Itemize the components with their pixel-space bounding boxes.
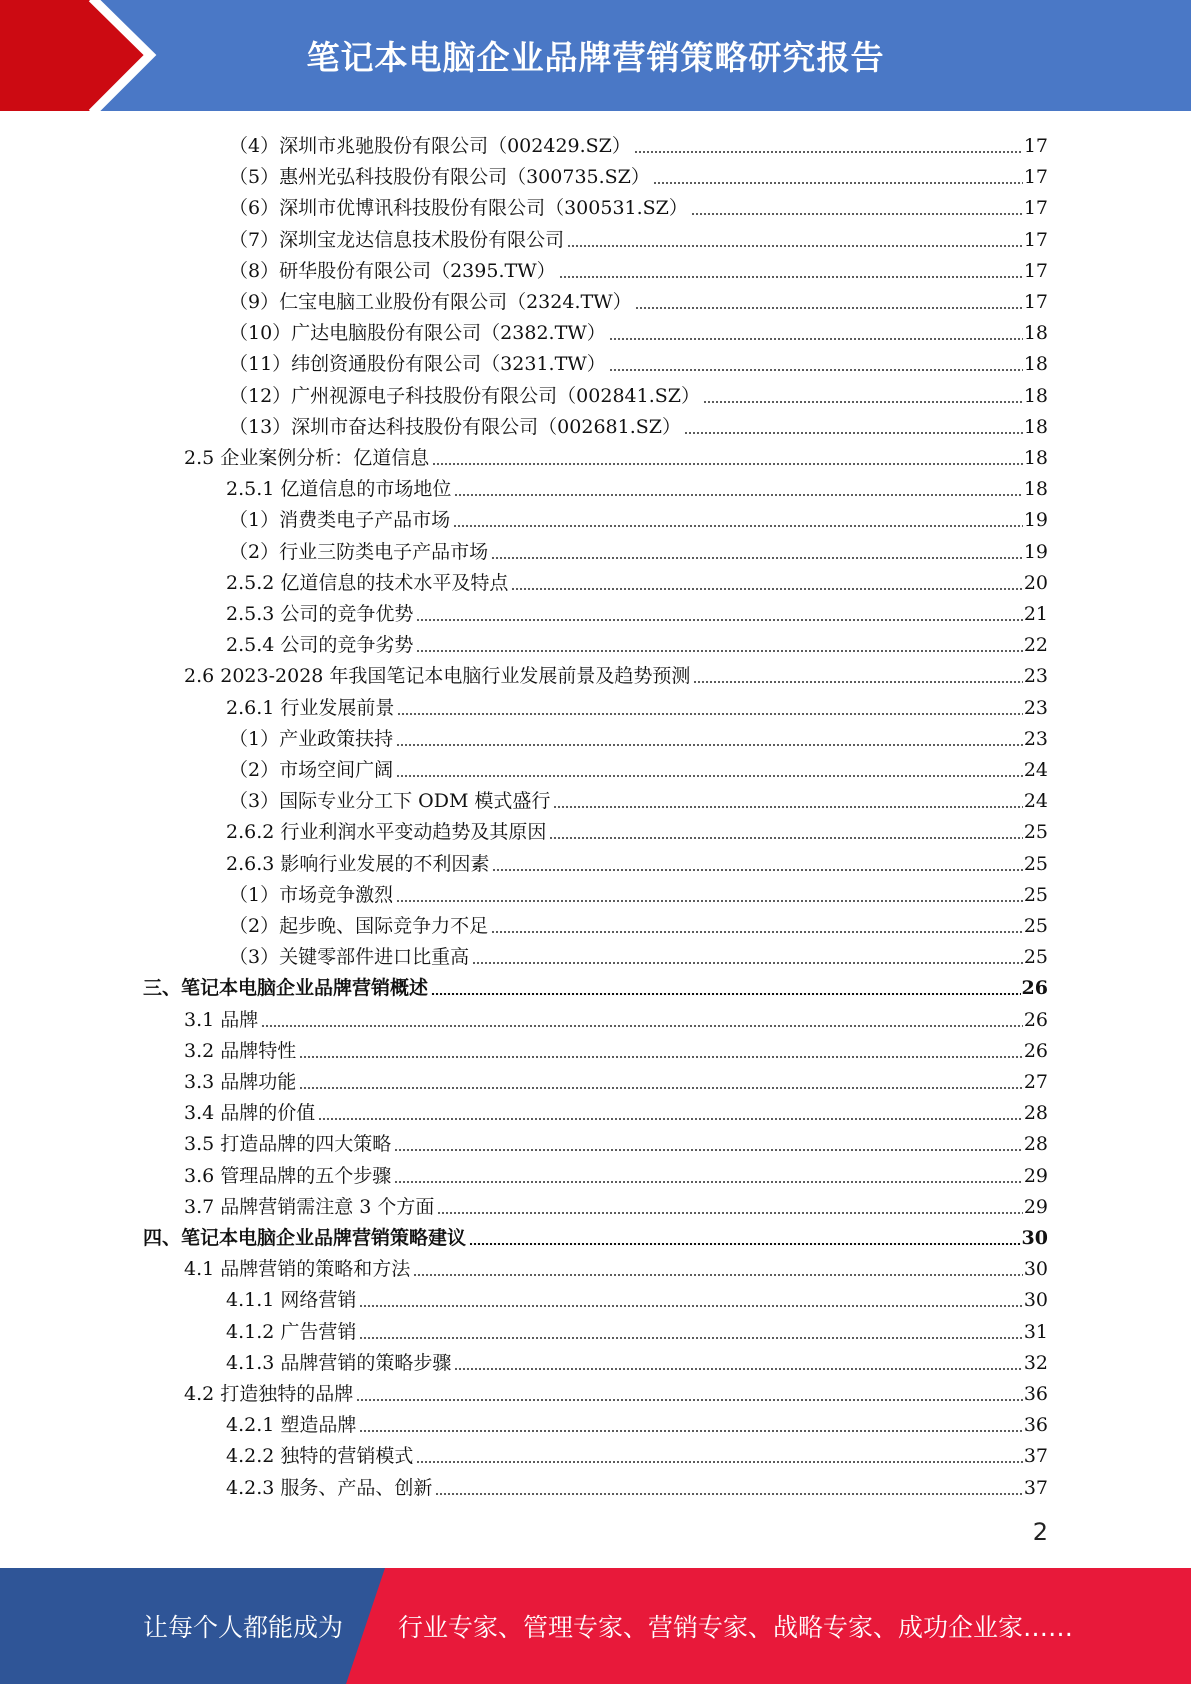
toc-entry-title: 4.2 打造独特的品牌 [184,1383,354,1405]
toc-dot-leader [491,557,1023,559]
toc-entry[interactable] [229,157,1048,188]
toc-entry[interactable] [229,126,1048,157]
toc-entry-page: 17 [1023,166,1048,189]
toc-entry[interactable] [226,1436,1048,1467]
toc-entry-title: 2.5.1 亿道信息的市场地位 [226,478,452,501]
toc-entry-page: 28 [1023,1133,1048,1156]
toc-entry-page: 18 [1023,415,1048,438]
toc-entry[interactable] [229,937,1048,968]
toc-entry-page: 25 [1023,915,1048,937]
toc-entry-page: 25 [1023,946,1048,969]
toc-entry[interactable] [184,1000,1048,1031]
toc-entry[interactable] [229,313,1048,344]
toc-entry[interactable] [229,781,1048,812]
toc-dot-leader [703,401,1023,403]
toc-dot-leader [453,525,1023,527]
toc-entry[interactable] [184,1249,1048,1280]
toc-dot-leader [359,1337,1022,1339]
toc-entry-title: （13）深圳市奋达科技股份有限公司（002681.SZ） [229,415,681,438]
toc-entry-title: （6）深圳市优博讯科技股份有限公司（300531.SZ） [229,197,688,220]
toc-entry[interactable] [226,688,1048,719]
toc-entry-title: 四、笔记本电脑企业品牌营销策略建议 [143,1227,467,1249]
toc-entry-title: （3）国际专业分工下 ODM 模式盛行 [229,790,551,813]
toc-entry-page: 17 [1023,291,1048,313]
toc-dot-leader [396,744,1023,746]
toc-dot-leader [394,1149,1023,1151]
toc-dot-leader [416,1461,1022,1463]
toc-entry-page: 37 [1023,1476,1048,1499]
toc-dot-leader [431,993,1021,995]
toc-entry-page: 36 [1023,1383,1048,1405]
toc-dot-leader [491,931,1023,933]
toc-entry-title: 三、笔记本电脑企业品牌营销概述 [143,977,429,1000]
toc-entry-title: 4.2.3 服务、产品、创新 [226,1476,433,1499]
toc-entry-title: 2.6.3 影响行业发展的不利因素 [226,852,490,875]
toc-entry[interactable] [184,1156,1048,1187]
toc-entry-page: 18 [1023,353,1048,376]
toc-dot-leader [684,432,1023,434]
toc-dot-leader [413,1274,1023,1276]
toc-entry[interactable] [229,376,1048,407]
toc-entry-title: （2）行业三防类电子产品市场 [229,540,489,563]
toc-dot-leader [359,1430,1022,1432]
toc-entry-page: 37 [1023,1445,1048,1468]
toc-dot-leader [454,1368,1022,1370]
toc-entry-page: 17 [1023,135,1048,157]
footer-slogan-right: 行业专家、管理专家、营销专家、战略专家、成功企业家…… [398,1613,1074,1642]
toc-entry-title: （2）市场空间广阔 [229,759,394,781]
toc-entry[interactable] [184,1374,1048,1405]
toc-entry-page: 19 [1023,509,1048,532]
toc-entry-page: 32 [1023,1351,1048,1374]
toc-entry-page: 26 [1021,977,1048,1000]
toc-entry-title: 3.4 品牌的价值 [184,1102,316,1125]
page-number: 2 [1032,1518,1048,1546]
toc-entry-page: 26 [1023,1008,1048,1031]
toc-entry[interactable] [229,750,1048,781]
toc-entry[interactable] [229,344,1048,375]
toc-entry-page: 19 [1023,540,1048,563]
toc-entry[interactable] [226,1405,1048,1436]
toc-dot-leader [396,775,1023,777]
toc-entry-title: （2）起步晚、国际竞争力不足 [229,915,489,937]
toc-entry-page: 23 [1023,665,1048,688]
toc-entry[interactable] [226,1468,1048,1499]
toc-dot-leader [437,1212,1022,1214]
toc-entry-page: 23 [1023,696,1048,719]
toc-entry[interactable] [226,563,1048,594]
footer-banner [0,1568,1191,1684]
toc-entry[interactable] [229,500,1048,531]
toc-entry-title: 3.3 品牌功能 [184,1071,297,1093]
toc-dot-leader [472,962,1023,964]
toc-dot-leader [559,276,1023,278]
toc-entry[interactable] [184,1124,1048,1155]
toc-entry[interactable] [226,812,1048,843]
toc-entry-title: （4）深圳市兆驰股份有限公司（002429.SZ） [229,135,631,157]
toc-entry[interactable] [226,594,1048,625]
toc-entry-title: （1）消费类电子产品市场 [229,509,451,532]
toc-dot-leader [435,1493,1022,1495]
toc-entry[interactable] [229,875,1048,906]
toc-entry[interactable] [184,438,1048,469]
toc-entry-title: 4.2.1 塑造品牌 [226,1414,357,1437]
toc-entry-title: 2.5.4 公司的竞争劣势 [226,634,414,657]
toc-entry-page: 21 [1023,603,1048,625]
report-title: 笔记本电脑企业品牌营销策略研究报告 [306,38,885,77]
header-bar [0,0,1191,111]
toc-dot-leader [359,1305,1022,1307]
toc-entry-page: 27 [1023,1071,1048,1093]
toc-entry-page: 30 [1023,1289,1048,1312]
red-arrow-logo [0,0,160,111]
toc-entry-title: 3.6 管理品牌的五个步骤 [184,1164,392,1187]
toc-entry-page: 31 [1023,1320,1048,1343]
toc-entry-page: 29 [1023,1195,1048,1218]
toc-entry-title: （9）仁宝电脑工业股份有限公司（2324.TW） [229,291,632,313]
toc-entry-page: 30 [1023,1258,1048,1281]
toc-entry[interactable] [229,188,1048,219]
toc-entry-title: 3.5 打造品牌的四大策略 [184,1133,392,1156]
toc-entry-title: 2.6 2023-2028 年我国笔记本电脑行业发展前景及趋势预测 [184,665,691,688]
toc-entry[interactable] [226,1312,1048,1343]
toc-entry[interactable] [229,220,1048,251]
toc-entry-page: 24 [1023,790,1048,813]
toc-entry-page: 23 [1023,727,1048,750]
toc-entry[interactable] [229,251,1048,282]
toc-entry-page: 24 [1023,759,1048,781]
toc-entry-title: 3.1 品牌 [184,1008,259,1031]
toc-dot-leader [394,1181,1023,1183]
toc-dot-leader [635,307,1023,309]
toc-dot-leader [553,806,1022,808]
toc-entry-title: 4.1 品牌营销的策略和方法 [184,1258,411,1281]
toc-dot-leader [318,1118,1023,1120]
toc-entry-title: 4.1.2 广告营销 [226,1320,357,1343]
toc-entry-page: 18 [1023,322,1048,345]
toc-dot-leader [634,151,1023,153]
toc-entry-title: 2.5.3 公司的竞争优势 [226,603,414,625]
toc-entry[interactable] [143,968,1048,999]
toc-entry-title: 4.1.1 网络营销 [226,1289,357,1312]
toc-entry[interactable] [226,469,1048,500]
toc-entry-page: 20 [1023,571,1048,594]
toc-entry-page: 17 [1023,228,1048,251]
toc-entry[interactable] [226,625,1048,656]
toc-entry[interactable] [184,656,1048,687]
toc-entry-page: 18 [1023,478,1048,501]
toc-entry-page: 30 [1021,1227,1048,1249]
footer-slogan-left: 让每个人都能成为 [143,1613,344,1642]
toc-entry[interactable] [229,407,1048,438]
toc-dot-leader [396,900,1023,902]
toc-entry-page: 18 [1023,447,1048,469]
toc-entry[interactable] [229,532,1048,563]
toc-entry[interactable] [229,719,1048,750]
toc-entry-title: （10）广达电脑股份有限公司（2382.TW） [229,322,606,345]
toc-entry-title: 3.2 品牌特性 [184,1039,297,1062]
toc-entry-page: 17 [1023,259,1048,282]
toc-entry[interactable] [143,1218,1048,1249]
toc-entry[interactable] [226,844,1048,875]
toc-entry-page: 17 [1023,197,1048,220]
toc-entry-title: （11）纬创资通股份有限公司（3231.TW） [229,353,606,376]
toc-entry-page: 25 [1023,852,1048,875]
toc-dot-leader [416,619,1022,621]
toc-entry-title: （5）惠州光弘科技股份有限公司（300735.SZ） [229,166,650,189]
toc-entry-title: （1）产业政策扶持 [229,727,394,750]
toc-entry-page: 28 [1023,1102,1048,1125]
toc-entry[interactable] [184,1093,1048,1124]
toc-entry-title: 3.7 品牌营销需注意 3 个方面 [184,1195,435,1218]
toc-entry[interactable] [184,1187,1048,1218]
toc-dot-leader [653,182,1023,184]
toc-entry-page: 18 [1023,384,1048,407]
toc-entry-page: 25 [1023,821,1048,844]
toc-entry-page: 22 [1023,634,1048,657]
toc-dot-leader [567,245,1023,247]
toc-dot-leader [691,213,1023,215]
toc-entry[interactable] [226,1280,1048,1311]
toc-dot-leader [454,494,1022,496]
toc-entry-title: 2.6.1 行业发展前景 [226,696,395,719]
toc-dot-leader [261,1025,1023,1027]
toc-dot-leader [299,1056,1023,1058]
toc-entry-page: 25 [1023,883,1048,906]
toc-entry-page: 36 [1023,1414,1048,1437]
toc-dot-leader [416,650,1022,652]
toc-entry-page: 29 [1023,1164,1048,1187]
toc-entry-page: 26 [1023,1039,1048,1062]
toc-dot-leader [356,1399,1023,1401]
toc-entry-title: 2.5 企业案例分析：亿道信息 [184,447,430,469]
toc-entry[interactable] [184,1062,1048,1093]
toc-entry[interactable] [229,906,1048,937]
toc-entry[interactable] [229,282,1048,313]
toc-entry-title: （3）关键零部件进口比重高 [229,946,470,969]
toc-dot-leader [432,463,1023,465]
toc-dot-leader [549,837,1022,839]
toc-entry-title: （7）深圳宝龙达信息技术股份有限公司 [229,228,565,251]
toc-dot-leader [469,1243,1021,1245]
toc-entry[interactable] [184,1031,1048,1062]
toc-entry-title: 2.6.2 行业利润水平变动趋势及其原因 [226,821,547,844]
toc-entry-title: 4.2.2 独特的营销模式 [226,1445,414,1468]
toc-entry[interactable] [226,1343,1048,1374]
toc-dot-leader [511,588,1022,590]
toc-dot-leader [492,869,1022,871]
toc-entry-title: 2.5.2 亿道信息的技术水平及特点 [226,571,509,594]
toc-entry-title: （12）广州视源电子科技股份有限公司（002841.SZ） [229,384,700,407]
toc-dot-leader [693,681,1022,683]
toc-dot-leader [609,369,1023,371]
toc-dot-leader [609,338,1023,340]
toc-entry-title: （8）研华股份有限公司（2395.TW） [229,259,556,282]
toc-entry-title: （1）市场竞争激烈 [229,883,394,906]
toc-dot-leader [299,1087,1023,1089]
toc-dot-leader [397,713,1022,715]
toc-entry-title: 4.1.3 品牌营销的策略步骤 [226,1351,452,1374]
